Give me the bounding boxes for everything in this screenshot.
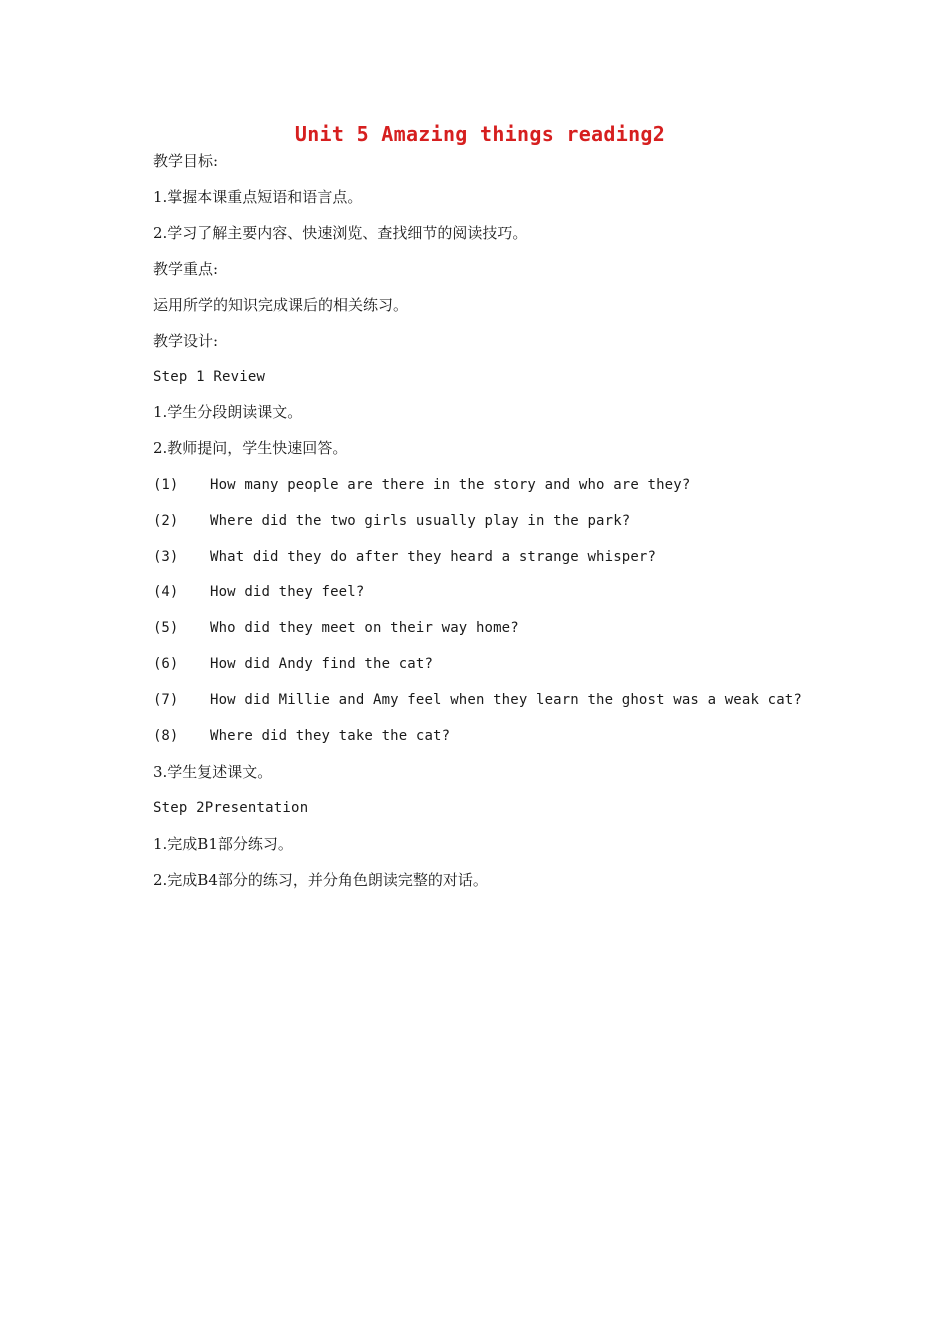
question-text: How did they feel? (210, 584, 365, 600)
question-number: (7) (153, 692, 179, 708)
question-number: (3) (153, 549, 179, 565)
question-number: (1) (153, 477, 179, 493)
step1-heading: Step 1 Review (153, 369, 266, 385)
question-text: How did Andy find the cat? (210, 656, 434, 672)
question-text: Where did they take the cat? (210, 728, 451, 744)
question-text: Who did they meet on their way home? (210, 620, 519, 636)
question-text: What did they do after they heard a strange whisper? (210, 549, 657, 565)
question-number: (4) (153, 584, 179, 600)
question-number: (2) (153, 513, 179, 529)
goals-heading: 教学目标: (153, 152, 219, 170)
document-title: Unit 5 Amazing things reading2 (294, 122, 666, 146)
goal-item-2: 2.学习了解主要内容、快速浏览、查找细节的阅读技巧。 (153, 224, 528, 242)
question-number: (8) (153, 728, 179, 744)
step2-heading: Step 2Presentation (153, 800, 309, 816)
question-number: (6) (153, 656, 179, 672)
step1-item-2: 2.教师提问，学生快速回答。 (153, 439, 348, 457)
question-text: How many people are there in the story and who are they? (210, 477, 691, 493)
key-points-heading: 教学重点: (153, 260, 219, 278)
step2-item-2: 2.完成B4部分的练习，并分角色朗读完整的对话。 (153, 871, 488, 889)
design-heading: 教学设计: (153, 332, 219, 350)
question-text: Where did the two girls usually play in the park? (210, 513, 631, 529)
question-number: (5) (153, 620, 179, 636)
goal-item-1: 1.掌握本课重点短语和语言点。 (153, 188, 363, 206)
key-point-item-1: 运用所学的知识完成课后的相关练习。 (153, 296, 409, 314)
step2-item-1: 1.完成B1部分练习。 (153, 835, 293, 853)
step1-item-1: 1.学生分段朗读课文。 (153, 403, 303, 421)
question-text: How did Millie and Amy feel when they learn the ghost was a weak cat? (210, 692, 802, 708)
step1-item-3: 3.学生复述课文。 (153, 763, 273, 781)
